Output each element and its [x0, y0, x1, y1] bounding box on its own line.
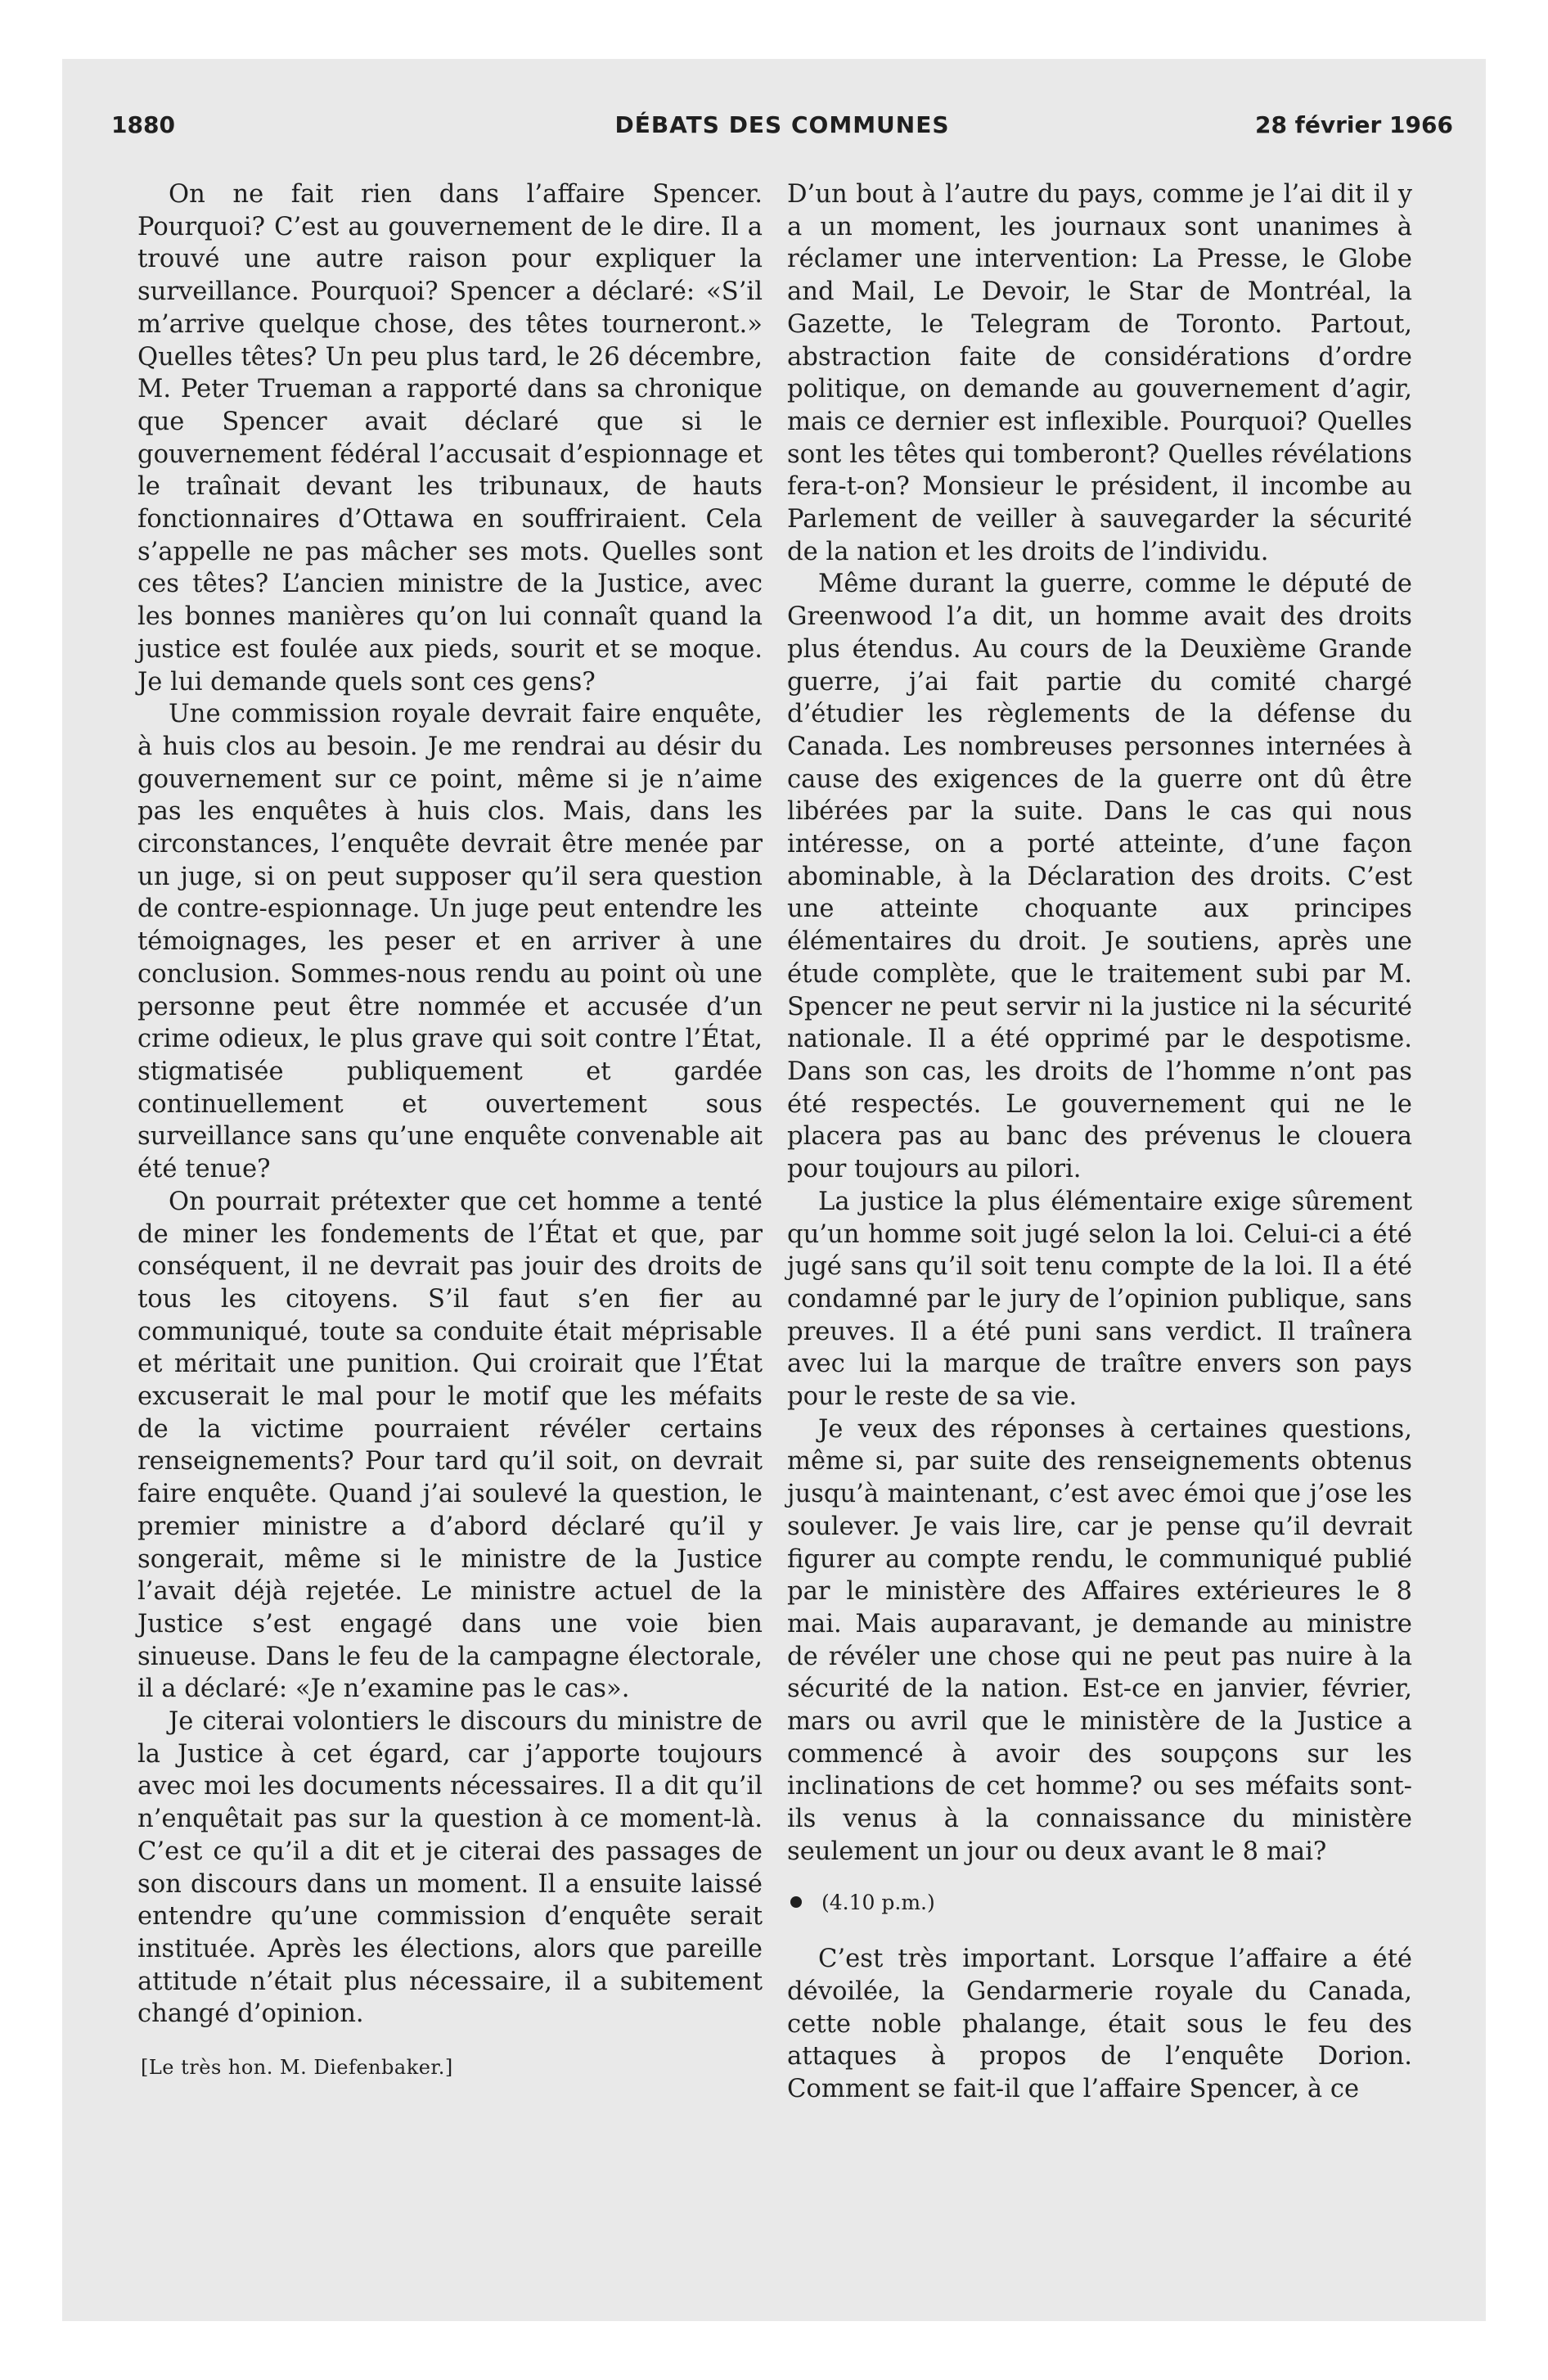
- paragraph: C’est très important. Lorsque l’affaire a été dévoilée, la Gendarmerie royale du Canada, cette noble phalange, était sous le feu des attaques à propos de l’enquête Dorion. Comment se fait-il que l’affaire Spencer, à ce: [787, 1945, 1412, 2104]
- time-stamp: (4.10 p.m.): [821, 1890, 935, 1914]
- paragraph: Même durant la guerre, comme le député de Greenwood l’a dit, un homme avait des droits plus étendus. Au cours de la Deuxième Grande guerre, j’ai fait partie du comité chargé d’étudier les règlements de la défense du Canada. Les nombreuses personnes internées à cause des exigences de la guerre ont dû être libérées par la suite. Dans le cas qui nous intéresse, on a porté atteinte, d’une façon abominable, à la Déclaration des droits. C’est une atteinte choquante aux principes élémentaires du droit. Je soutiens, après une étude complète, que le traitement subi par M. Spencer ne peut servir ni la justice ni la sécurité nationale. Il a été opprimé par le despotisme. Dans son cas, les droits de l’homme n’ont pas été respectés. Le gouvernement qui ne le placera pas au banc des prévenus le clouera pour toujours au pilori.: [787, 570, 1412, 1184]
- page-header: [111, 111, 1453, 152]
- paragraph: La justice la plus élémentaire exige sûrement qu’un homme soit jugé selon la loi. Celui-ci a été jugé sans qu’il soit tenu compte de la loi. Il a été condamné par le jury de l’opinion publique, sans preuves. Il a été puni sans verdict. Il traînera avec lui la marque de traître envers son pays pour le reste de sa vie.: [787, 1187, 1412, 1412]
- right-column: [787, 178, 1412, 2106]
- speaker-note: [Le très hon. M. Diefenbaker.]: [141, 2056, 453, 2080]
- bullet-icon: [790, 1896, 802, 1908]
- paragraph: Une commission royale devrait faire enquête, à huis clos au besoin. Je me rendrai au désir du gouvernement sur ce point, même si je n’aime pas les enquêtes à huis clos. Mais, dans les circonstances, l’enquête devrait être menée par un juge, si on peut supposer qu’il sera question de contre-espionnage. Un juge peut entendre les témoignages, les peser et en arriver à une conclusion. Sommes-nous rendu au point où une personne peut être nommée et accusée d’un crime odieux, le plus grave qui soit contre l’État, stigmatisée publiquement et gardée continuellement et ouvertement sous surveillance sans qu’une enquête convenable ait été tenue?: [137, 700, 763, 1184]
- paragraph: On pourrait prétexter que cet homme a tenté de miner les fondements de l’État et que, par conséquent, il ne devrait pas jouir des droits de tous les citoyens. S’il faut s’en fier au communiqué, toute sa conduite était méprisable et méritait une punition. Qui croirait que l’État excuserait le mal pour le motif que les méfaits de la victime pourraient révéler certains renseignements? Pour tard qu’il soit, on devrait faire enquête. Quand j’ai soulevé la question, le premier ministre a d’abord déclaré qu’il y songerait, même si le ministre de la Justice l’avait déjà rejetée. Le ministre actuel de la Justice s’est engagé dans une voie bien sinueuse. Dans le feu de la campagne électorale, il a déclaré: «Je n’examine pas le cas».: [137, 1187, 763, 1704]
- paragraph: Je citerai volontiers le discours du ministre de la Justice à cet égard, car j’apporte toujours avec moi les documents nécessaires. Il a dit qu’il n’enquêtait pas sur la question à ce moment-là. C’est ce qu’il a dit et je citerai des passages de son discours dans un moment. Il a ensuite laissé entendre qu’une commission d’enquête serait instituée. Après les élections, alors que pareille attitude n’était plus nécessaire, il a subitement changé d’opinion.: [137, 1707, 763, 2029]
- paragraph: Je veux des réponses à certaines questions, même si, par suite des renseignements obtenus jusqu’à maintenant, c’est avec émoi que j’ose les soulever. Je vais lire, car je pense qu’il devrait figurer au compte rendu, le communiqué publié par le ministère des Affaires extérieures le 8 mai. Mais auparavant, je demande au ministre de révéler une chose qui ne peut pas nuire à la sécurité de la nation. Est-ce en janvier, février, mars ou avril que le ministère de la Justice a commencé à avoir des soupçons sur les inclinations de cet homme? ou ses méfaits sont-ils venus à la connaissance du ministère seulement un jour ou deux avant le 8 mai?: [787, 1414, 1412, 1866]
- publication-title: DÉBATS DES COMMUNES: [614, 111, 950, 138]
- page-number: 1880: [111, 111, 175, 138]
- time-marker: [787, 1886, 1412, 1919]
- paragraph: D’un bout à l’autre du pays, comme je l’ai dit il y a un moment, les journaux sont unanimes à réclamer une intervention: La Presse, le Globe and Mail, Le Devoir, le Star de Montréal, la Gazette, le Telegram de Toronto. Partout, abstraction faite de considérations d’ordre politique, on demande au gouvernement d’agir, mais ce dernier est inflexible. Pourquoi? Quelles sont les têtes qui tomberont? Quelles révélations fera-t-on? Monsieur le président, il incombe au Parlement de veiller à sauvegarder la sécurité de la nation et les droits de l’individu.: [787, 180, 1412, 566]
- issue-date: 28 février 1966: [1254, 111, 1453, 138]
- paragraph: On ne fait rien dans l’affaire Spencer. Pourquoi? C’est au gouvernement de le dire. Il a trouvé une autre raison pour expliquer la surveillance. Pourquoi? Spencer a déclaré: «S’il m’arrive quelque chose, des têtes tourneront.» Quelles têtes? Un peu plus tard, le 26 décembre, M. Peter Trueman a rapporté dans sa chronique que Spencer avait déclaré que si le gouvernement fédéral l’accusait d’espionnage et le traînait devant les tribunaux, de hauts fonctionnaires d’Ottawa en souffriraient. Cela s’appelle ne pas mâcher ses mots. Quelles sont ces têtes? L’ancien ministre de la Justice, avec les bonnes manières qu’on lui connaît quand la justice est foulée aux pieds, sourit et se moque. Je lui demande quels sont ces gens?: [137, 180, 763, 696]
- left-column: [137, 178, 763, 2085]
